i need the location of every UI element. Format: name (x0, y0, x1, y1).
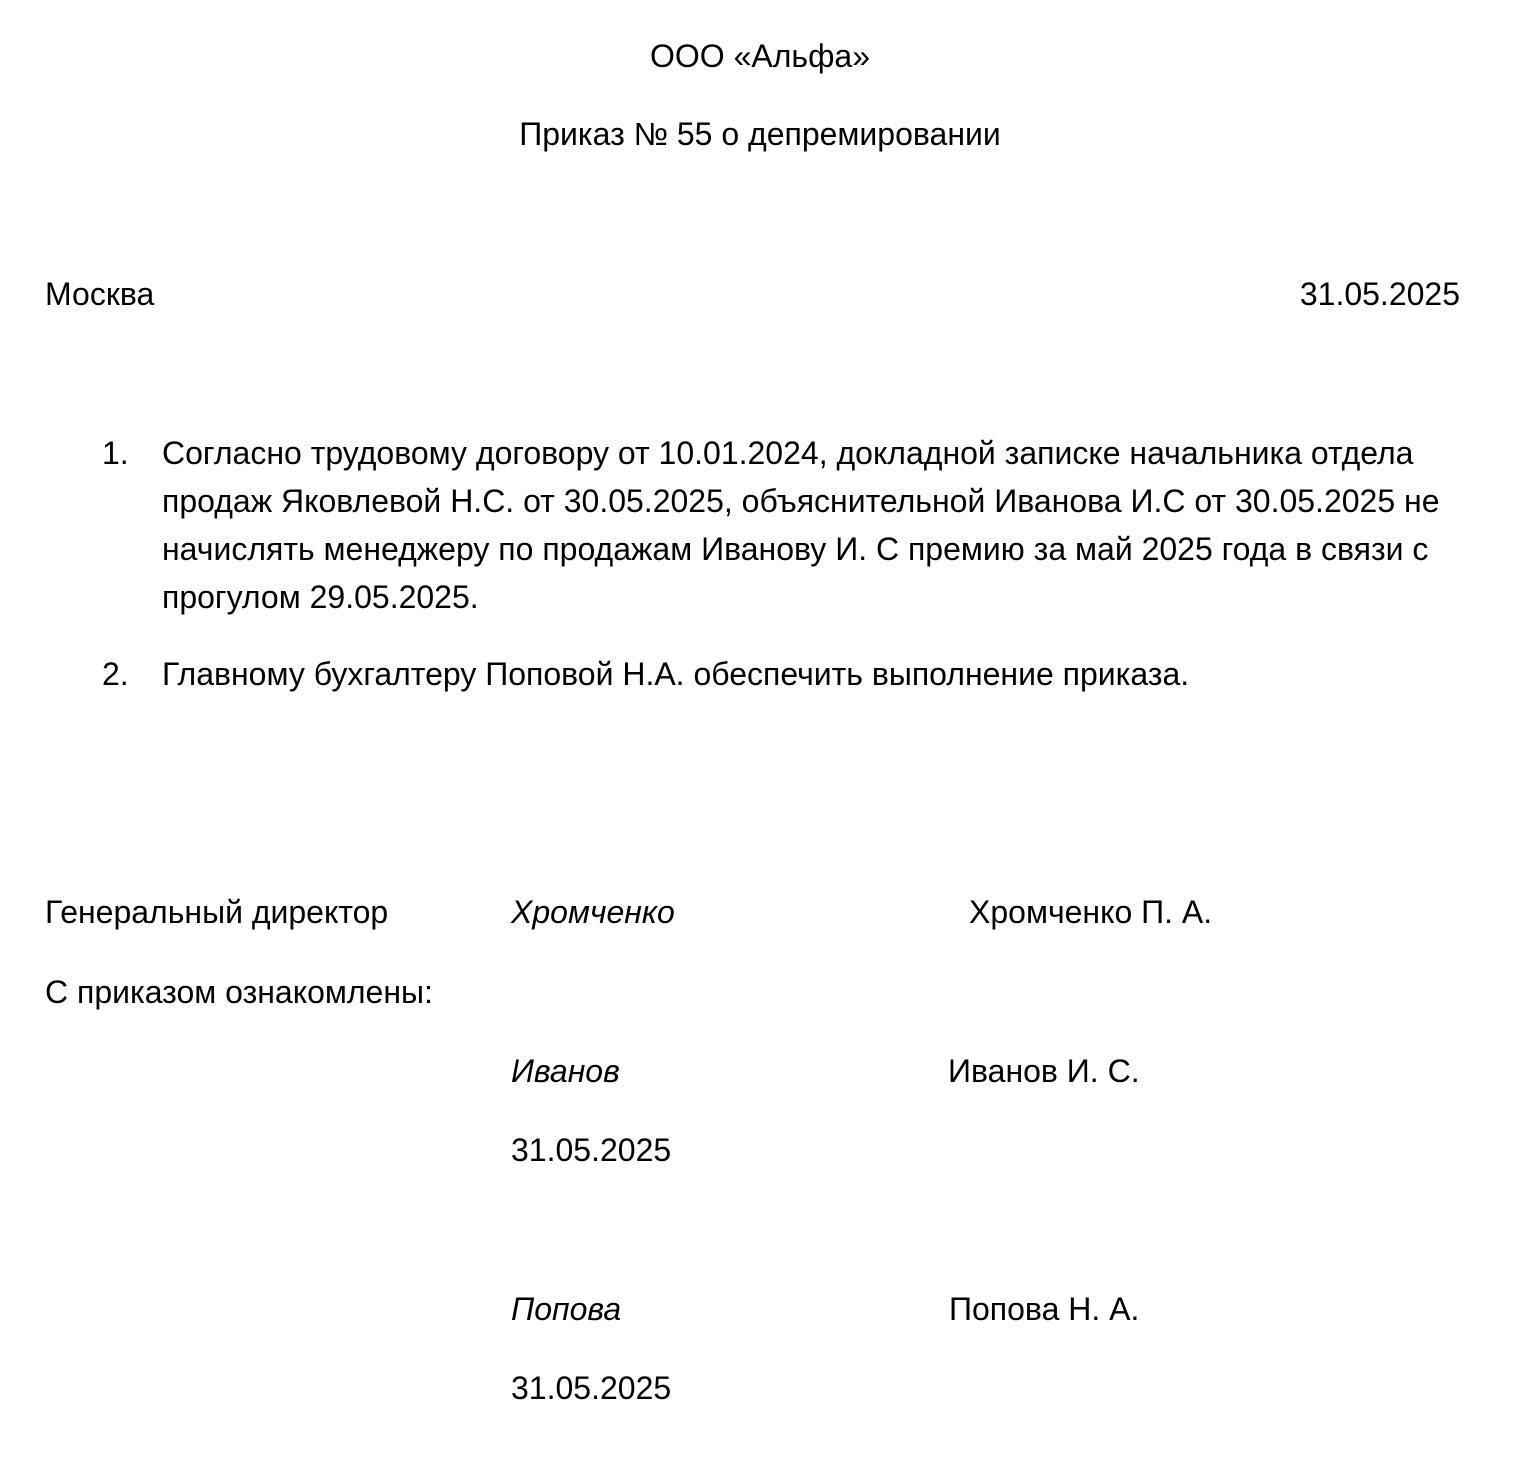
employee-date: 31.05.2025 (511, 1132, 672, 1168)
document-title: Приказ № 55 о депремировании (519, 116, 1001, 152)
director-signature: Хромченко (511, 894, 675, 930)
employee-signature: Иванов (511, 1053, 620, 1089)
director-name: Хромченко П. А. (969, 894, 1213, 930)
list-item-number: 1. (102, 435, 129, 471)
list-item-text: Согласно трудовому договору от 10.01.2024, докладной записке начальника отдела продаж Яковлевой Н.С. от 30.05.2025, объяснительной Иванова И.С от 30.05.2025 не начислять менеджеру по продажам Иванову И. С премию за май 2025 года в связи с прогулом 29.05.2025. (162, 435, 1440, 615)
director-position: Генеральный директор (45, 894, 389, 930)
employee-signature: Попова (511, 1291, 622, 1327)
list-item-text: Главному бухгалтеру Поповой Н.А. обеспечить выполнение приказа. (162, 656, 1190, 692)
employee-date: 31.05.2025 (511, 1370, 672, 1406)
organization-name: ООО «Альфа» (650, 38, 870, 74)
city: Москва (45, 276, 155, 312)
acknowledged-label: С приказом ознакомлены: (45, 974, 433, 1010)
employee-name: Попова Н. А. (949, 1291, 1140, 1327)
document-date: 31.05.2025 (1299, 276, 1460, 312)
list-item-number: 2. (102, 656, 129, 692)
employee-name: Иванов И. С. (948, 1053, 1140, 1089)
